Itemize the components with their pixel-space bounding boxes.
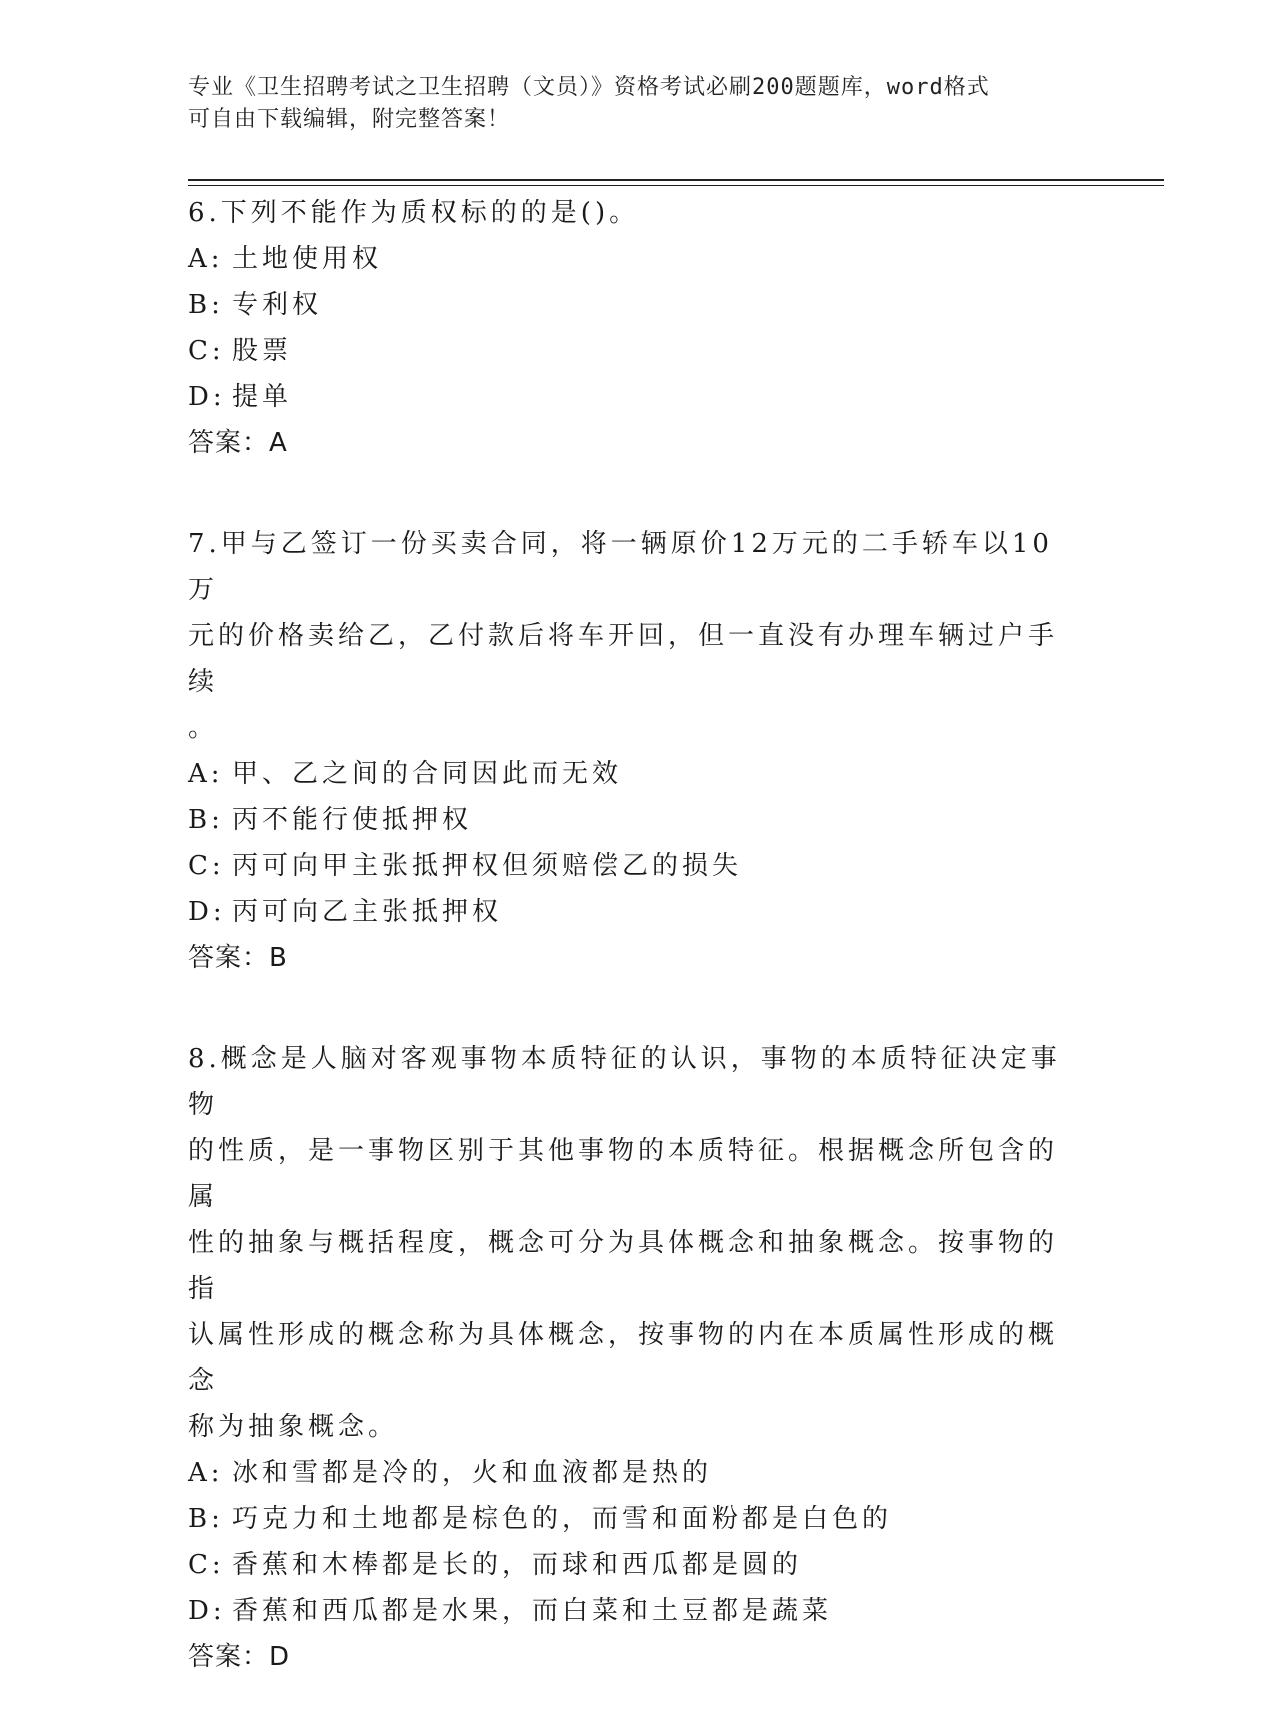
option-letter: C:	[188, 851, 225, 881]
question-text: 认属性形成的概念称为具体概念，按事物的内在本质属性形成的概念	[188, 1320, 1059, 1396]
option-d	[188, 889, 1068, 935]
option-text: 提单	[232, 382, 293, 412]
question-text: 元的价格卖给乙，乙付款后将车开回，但一直没有办理车辆过户手续	[188, 621, 1059, 697]
option-text: 丙可向乙主张抵押权	[232, 897, 503, 927]
option-text: 专利权	[232, 290, 323, 320]
question-text: 。	[188, 713, 219, 743]
option-letter: D:	[188, 1596, 226, 1626]
option-letter: D:	[188, 897, 226, 927]
option-letter: B:	[188, 1504, 224, 1534]
option-text: 甲、乙之间的合同因此而无效	[232, 759, 623, 789]
header-line-1: 专业《卫生招聘考试之卫生招聘（文员）》资格考试必刷200题题库，word格式	[188, 75, 990, 100]
option-c	[188, 843, 1068, 889]
option-text: 香蕉和木棒都是长的，而球和西瓜都是圆的	[232, 1550, 803, 1580]
question-text: 的性质，是一事物区别于其他事物的本质特征。根据概念所包含的属	[188, 1136, 1059, 1212]
option-text: 土地使用权	[232, 244, 383, 274]
option-c	[188, 328, 1068, 374]
option-a	[188, 751, 1068, 797]
option-b	[188, 1496, 1068, 1542]
option-letter: B:	[188, 805, 224, 835]
header-line-2: 可自由下载编辑，附完整答案！	[188, 107, 511, 132]
option-text: 丙不能行使抵押权	[232, 805, 473, 835]
option-b	[188, 282, 1068, 328]
option-letter: A:	[188, 1458, 224, 1488]
question-list	[188, 190, 1068, 1735]
option-letter: C:	[188, 1550, 225, 1580]
question-text: 8.概念是人脑对客观事物本质特征的认识，事物的本质特征决定事物	[188, 1044, 1061, 1120]
option-d	[188, 374, 1068, 420]
question-text: 7.甲与乙签订一份买卖合同，将一辆原价12万元的二手轿车以10万	[188, 529, 1053, 605]
answer-label: 答案：A	[188, 428, 288, 458]
question-text: 称为抽象概念。	[188, 1412, 399, 1442]
question-7	[188, 521, 1068, 981]
option-letter: D:	[188, 382, 226, 412]
option-c	[188, 1542, 1068, 1588]
option-a	[188, 236, 1068, 282]
option-d	[188, 1588, 1068, 1634]
option-letter: C:	[188, 336, 225, 366]
option-text: 香蕉和西瓜都是水果，而白菜和土豆都是蔬菜	[232, 1596, 833, 1626]
option-text: 巧克力和土地都是棕色的，而雪和面粉都是白色的	[232, 1504, 893, 1534]
header-rule-thin	[188, 185, 1164, 186]
document-header	[188, 72, 1068, 136]
answer-label: 答案：B	[188, 943, 288, 973]
question-6	[188, 190, 1068, 466]
question-8	[188, 1036, 1068, 1680]
header-rule-thick	[188, 179, 1164, 181]
option-text: 股票	[232, 336, 293, 366]
question-text: 6.下列不能作为质权标的的是()。	[188, 198, 640, 228]
option-letter: A:	[188, 244, 224, 274]
answer-label: 答案：D	[188, 1642, 291, 1672]
question-text: 性的抽象与概括程度，概念可分为具体概念和抽象概念。按事物的指	[188, 1228, 1059, 1304]
option-text: 冰和雪都是冷的，火和血液都是热的	[232, 1458, 713, 1488]
option-letter: B:	[188, 290, 224, 320]
option-text: 丙可向甲主张抵押权但须赔偿乙的损失	[232, 851, 743, 881]
option-letter: A:	[188, 759, 224, 789]
option-b	[188, 797, 1068, 843]
option-a	[188, 1450, 1068, 1496]
